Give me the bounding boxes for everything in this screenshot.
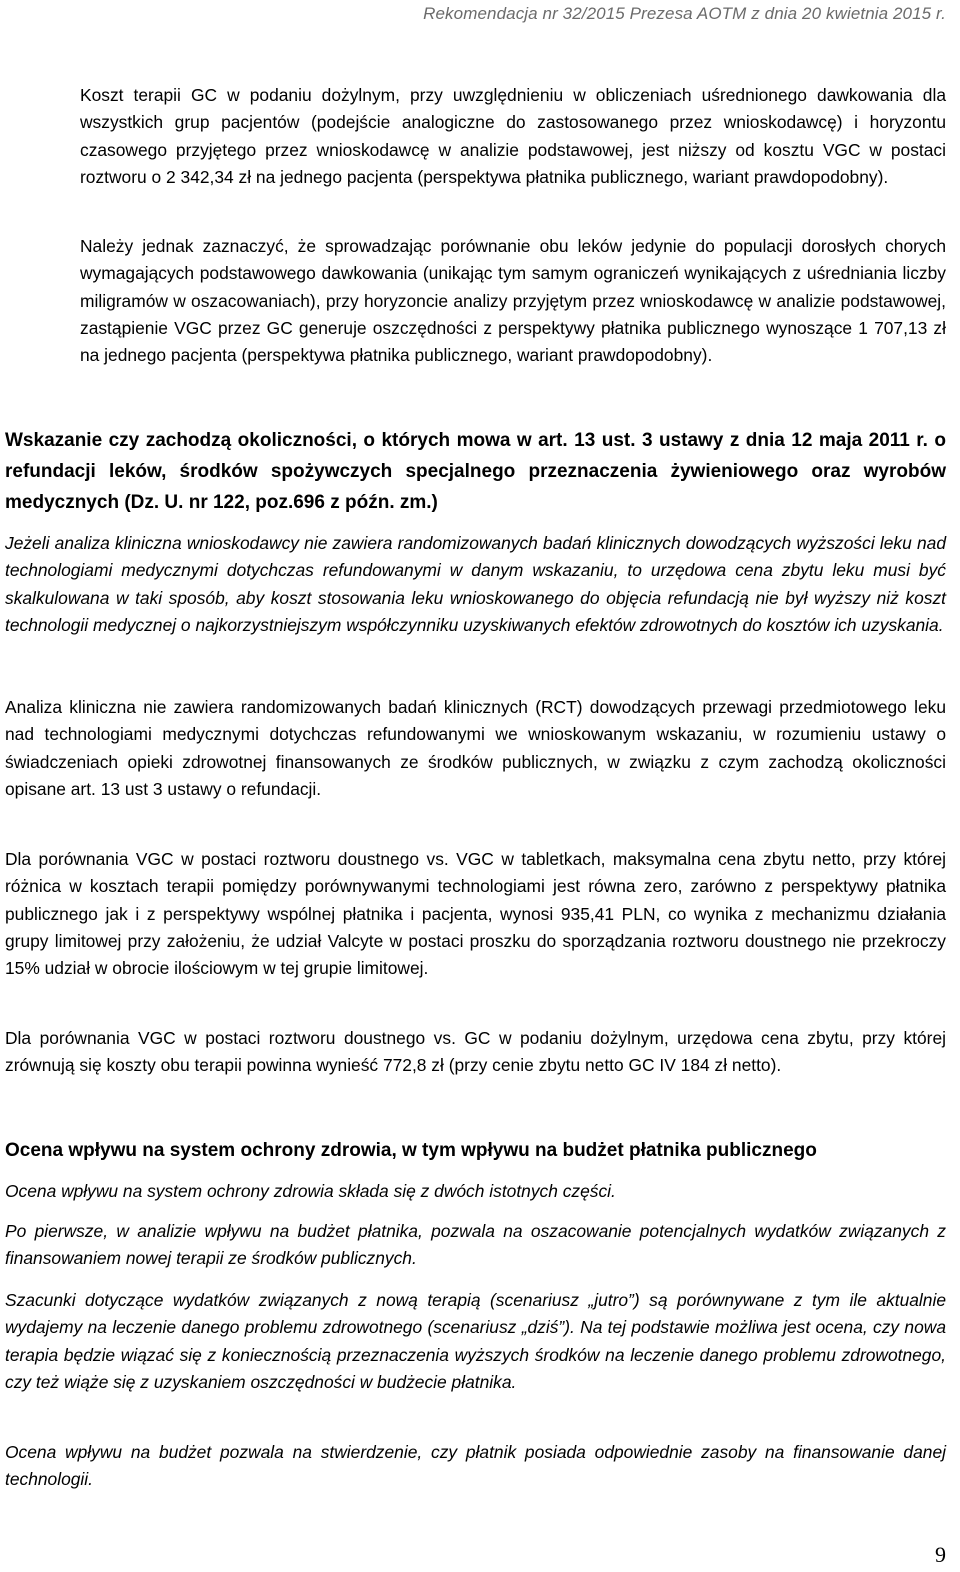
page-number: 9	[935, 1542, 946, 1567]
paragraph-no-rct: Analiza kliniczna nie zawiera randomizowanych badań klinicznych (RCT) dowodzących przewagi przedmiotowego leku nad technologiami medycznymi dotychczas refundowanymi we wnioskowanym wskazaniu, w rozumieniu ustawy o świadczeniach opieki zdrowotnej finansowanych ze środków publicznych, w związku z czym zachodzą okoliczności opisane art. 13 ust 3 ustawy o refundacji.	[5, 697, 946, 799]
paragraph-vgc-gc-comparison: Dla porównania VGC w postaci roztworu doustnego vs. GC w podaniu dożylnym, urzędowa cena zbytu, przy której zrównują się koszty obu terapii powinna wynieść 772,8 zł (przy cenie zbytu netto GC IV 184 zł netto).	[5, 1028, 946, 1076]
paragraph-first-budget: Po pierwsze, w analizie wpływu na budżet płatnika, pozwala na oszacowanie potencjalnych wydatków związanych z finansowaniem nowej terapii ze środków publicznych.	[5, 1221, 946, 1269]
paragraph-art13-rule: Jeżeli analiza kliniczna wnioskodawcy nie zawiera randomizowanych badań klinicznych dowodzących wyższości leku nad technologiami medycznymi dotychczas refundowanymi w danym wskazaniu, to urzędowa cena zbytu leku musi być skalkulowana w taki sposób, aby koszt stosowania leku wnioskowanego do objęcia refundacją nie był wyższy niż koszt technologii medycznej o najkorzystniejszym współczynniku uzyskiwanych efektów zdrowotnych do kosztów ich uzyskania.	[5, 533, 946, 635]
paragraph-adult-population: Należy jednak zaznaczyć, że sprowadzając porównanie obu leków jedynie do populacji dorosłych chorych wymagających podstawowego dawkowania (unikając tym samym ograniczeń wynikających z uśredniania liczby miligramów w oszacowaniach), przy horyzoncie analizy przyjętym przez wnioskodawcę w analizie podstawowej, zastąpienie VGC przez GC generuje oszczędności z perspektywy płatnika publicznego wynoszące 1 707,13 zł na jednego pacjenta (perspektywa płatnika publicznego, wariant prawdopodobny).	[80, 236, 946, 366]
paragraph-cost-gc-iv: Koszt terapii GC w podaniu dożylnym, przy uwzględnieniu w obliczeniach uśrednionego dawkowania dla wszystkich grup pacjentów (podejście analogiczne do zastosowanego przez wnioskodawcę) i horyzontu czasowego przyjętego przez wnioskodawcę w analizie podstawowej, jest niższy od kosztu VGC w postaci roztworu o 2 342,34 zł na jednego pacjenta (perspektywa płatnika publicznego, wariant prawdopodobny).	[80, 85, 946, 187]
paragraph-two-parts: Ocena wpływu na system ochrony zdrowia składa się z dwóch istotnych części.	[5, 1181, 616, 1201]
section-heading-budget-impact: Ocena wpływu na system ochrony zdrowia, w tym wpływu na budżet płatnika publicznego	[5, 1140, 817, 1161]
paragraph-scenarios: Szacunki dotyczące wydatków związanych z nową terapią (scenariusz „jutro”) są porównywane z tym ile aktualnie wydajemy na leczenie danego problemu zdrowotnego (scenariusz „dziś”). Na tej podstawie możliwa jest ocena, czy nowa terapia będzie wiązać się z koniecznością przeznaczenia wyższych środków na leczenie danego problemu zdrowotnego, czy też wiąże się z uzyskaniem oszczędności w budżecie płatnika.	[5, 1290, 946, 1392]
running-header: Rekomendacja nr 32/2015 Prezesa AOTM z dnia 20 kwietnia 2015 r.	[423, 4, 946, 23]
paragraph-vgc-tablets-comparison: Dla porównania VGC w postaci roztworu doustnego vs. VGC w tabletkach, maksymalna cena zbytu netto, przy której różnica w kosztach terapii pomiędzy porównywanymi technologiami jest równa zero, zarówno z perspektywy płatnika publicznego jak i z perspektywy wspólnej płatnika i pacjenta, wynosi 935,41 PLN, co wynika z mechanizmu działania grupy limitowej przy założeniu, że udział Valcyte w postaci proszku do sporządzania roztworu doustnego nie przekroczy 15% udział w obrocie ilościowym w tej grupie limitowej.	[5, 849, 946, 979]
section-heading-art13: Wskazanie czy zachodzą okoliczności, o których mowa w art. 13 ust. 3 ustawy z dnia 12 maja 2011 r. o refundacji leków, środków spożywczych specjalnego przeznaczenia żywieniowego oraz wyrobów medycznych (Dz. U. nr 122, poz.696 z późn. zm.)	[5, 430, 946, 513]
paragraph-budget-resources: Ocena wpływu na budżet pozwala na stwierdzenie, czy płatnik posiada odpowiednie zasoby na finansowanie danej technologii.	[5, 1442, 946, 1490]
